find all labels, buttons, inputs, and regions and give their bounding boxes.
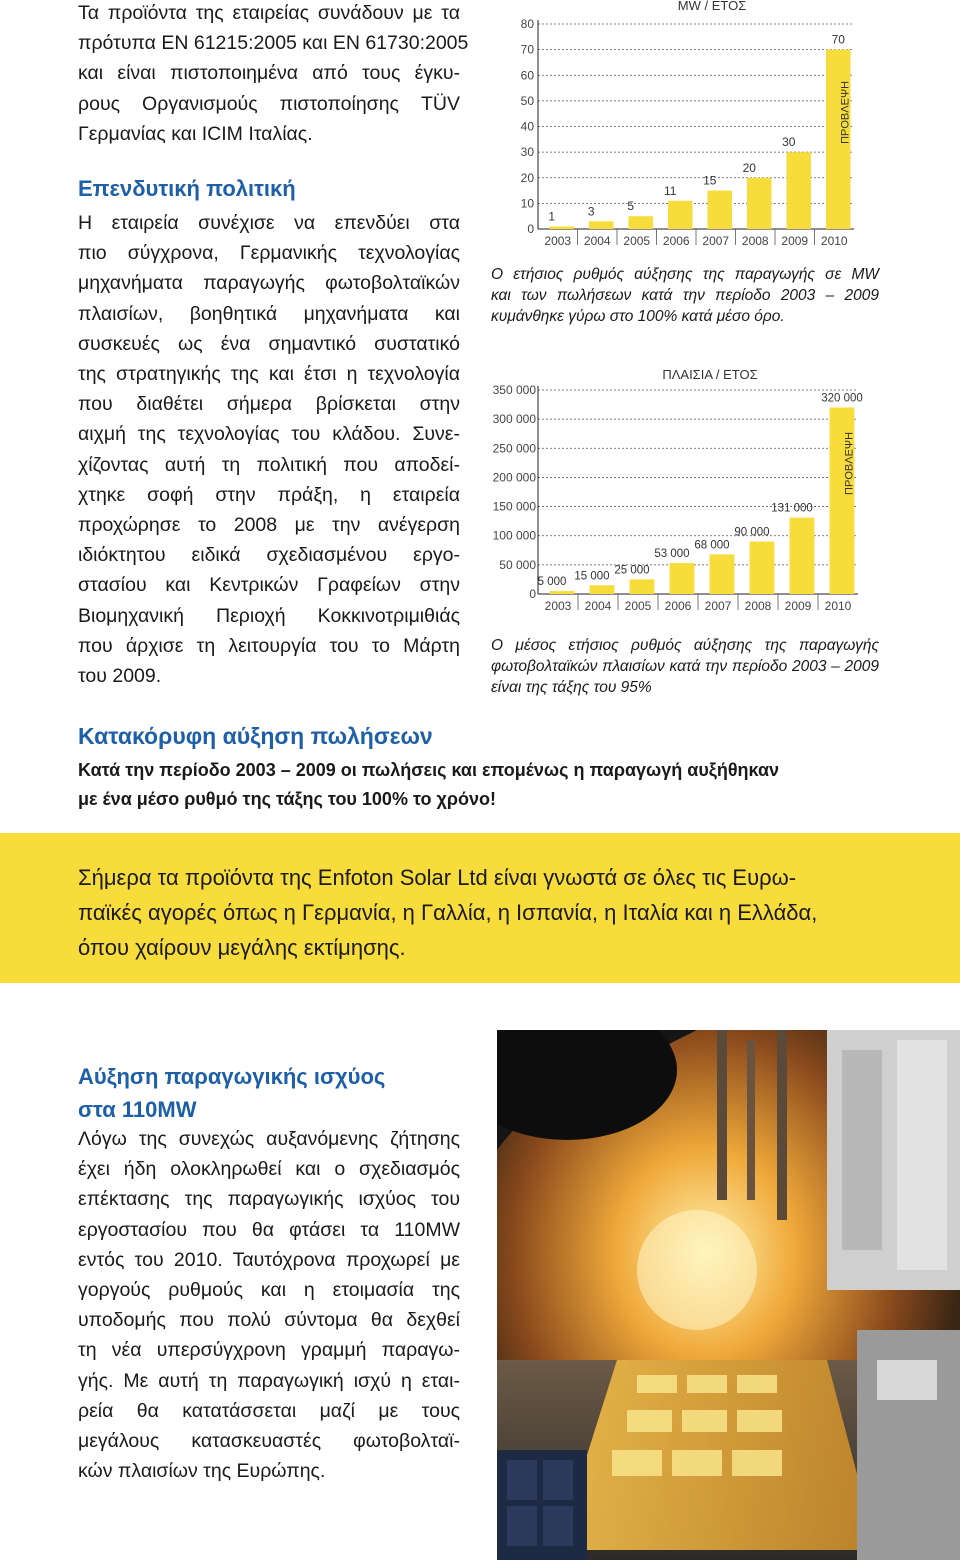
capacity-line: εργοστασίου που θα φτάσει τα 110MW	[78, 1218, 460, 1241]
banner-line: όπου χαίρουν μεγάλης εκτίμησης.	[78, 935, 406, 960]
banner-line: παϊκές αγορές όπως η Γερμανία, η Γαλλία, η Ισπανία, η Ιταλία και η Ελλάδα,	[78, 900, 818, 925]
intro-paragraph	[78, 0, 469, 149]
bar	[550, 226, 574, 229]
x-tick-label: 2005	[623, 234, 651, 248]
x-tick-label: 2009	[781, 234, 809, 248]
y-tick-label: 20	[520, 170, 534, 185]
y-tick-label: 30	[520, 145, 534, 160]
capacity-line: επέκτασης της παραγωγικής ισχύος του	[78, 1188, 460, 1211]
value-label: 90 000	[734, 526, 770, 539]
capacity-line: ρεία θα κατατάσσεται μαζί με τους	[78, 1399, 460, 1422]
value-label: 30	[782, 135, 796, 150]
y-tick-label: 300 000	[492, 412, 536, 427]
bar	[590, 585, 615, 594]
sales-line: Κατά την περίοδο 2003 – 2009 οι πωλήσεις και επομένως η παραγωγή αυξήθηκαν	[78, 760, 780, 780]
y-tick-label: 80	[520, 17, 534, 31]
investment-line: ιδιόκτητου ειδικά σχεδιασμένου εργο-	[78, 544, 460, 567]
bar	[670, 563, 695, 594]
value-label: 11	[664, 183, 677, 198]
x-tick-label: 2010	[824, 599, 852, 613]
sales-heading: Κατακόρυφη αύξηση πωλήσεων	[78, 723, 433, 749]
panels-caption-line: είναι της τάξης του 95%	[491, 679, 652, 696]
x-tick-label: 2007	[704, 599, 732, 613]
capacity-line: κών πλαισίων της Ευρώπης.	[78, 1460, 326, 1483]
x-tick-label: 2004	[584, 599, 612, 613]
value-label: 1	[548, 209, 556, 224]
investment-line: της στρατηγικής της και έτσι η τεχνολογία	[78, 363, 460, 386]
capacity-line: μεγάλους κατασκευαστές φωτοβολταϊ-	[78, 1430, 460, 1453]
sales-line: με ένα μέσο ρυθμό της τάξης του 100% το χρόνο!	[78, 789, 496, 809]
x-tick-label: 2004	[583, 234, 611, 248]
value-label: 15 000	[574, 570, 610, 583]
y-tick-label: 0	[527, 222, 534, 236]
bar	[750, 542, 775, 594]
y-tick-label: 50	[520, 93, 534, 108]
chart-title: MW / ΕΤΟΣ	[677, 0, 747, 13]
bar	[708, 191, 732, 229]
x-tick-label: 2010	[820, 234, 848, 248]
x-tick-label: 2008	[744, 599, 772, 613]
x-tick-label: 2007	[702, 234, 730, 248]
investment-line: στασίου και Κεντρικών Γραφείων στην	[78, 574, 460, 597]
x-tick-label: 2009	[784, 599, 812, 613]
x-tick-label: 2003	[544, 234, 572, 248]
bar	[787, 152, 811, 229]
markets-banner-text	[78, 860, 817, 965]
mw-chart-caption	[491, 264, 879, 327]
y-tick-label: 200 000	[492, 470, 536, 485]
investment-heading: Επενδυτική πολιτική	[78, 176, 296, 201]
investment-line: πλαισίων, βοηθητικά μηχανήματα και	[78, 302, 460, 325]
x-tick-label: 2005	[624, 599, 652, 613]
y-tick-label: 0	[529, 587, 536, 601]
value-label: 5	[627, 199, 635, 214]
capacity-line: έχει ήδη ολοκληρωθεί και ο σχεδιασμός	[78, 1158, 460, 1181]
investment-line: προχώρησε το 2008 με την ανέγερση	[78, 514, 460, 537]
capacity-line: Λόγω της συνεχώς αυξανόμενης ζήτησης	[78, 1128, 460, 1150]
investment-line: του 2009.	[78, 665, 162, 688]
value-label: 53 000	[654, 548, 690, 561]
factory-production-line-photo	[497, 1030, 960, 1560]
y-tick-label: 70	[520, 42, 534, 57]
capacity-line: γής. Με αυτή τη παραγωγική ισχύ η εται-	[78, 1369, 460, 1392]
value-label: 320 000	[821, 392, 863, 405]
mw-per-year-chart	[488, 0, 860, 252]
value-label: 131 000	[771, 502, 813, 515]
y-tick-label: 10	[520, 196, 534, 211]
value-label: 15	[703, 173, 717, 188]
investment-line: πιο σύγχρονα, Γερμανικής τεχνολογίας	[78, 242, 460, 265]
x-tick-label: 2006	[664, 599, 692, 613]
value-label: 20	[742, 160, 756, 175]
x-tick-label: 2006	[662, 234, 690, 248]
bar	[747, 178, 771, 229]
bar	[790, 518, 815, 594]
banner-line: Σήμερα τα προϊόντα της Enfoton Solar Ltd είναι γνωστά σε όλες τις Ευρω-	[78, 865, 797, 890]
intro-line: Τα προϊόντα της εταιρείας συνάδουν με τα	[78, 2, 460, 24]
forecast-label: ΠΡΟΒΛΕΨΗ	[843, 431, 856, 495]
x-tick-label: 2003	[544, 599, 572, 613]
value-label: 25 000	[614, 564, 650, 577]
capacity-paragraph	[78, 1124, 460, 1486]
panels-caption-line: Ο μέσος ετήσιος ρυθμός αύξησης της παραγωγής	[491, 637, 879, 654]
capacity-heading-line: στα 110MW	[78, 1097, 197, 1122]
y-tick-label: 350 000	[492, 383, 536, 397]
intro-line: Γερμανίας και ICIM Ιταλίας.	[78, 122, 313, 145]
bar	[630, 579, 655, 594]
capacity-line: εντός του 2010. Ταυτόχρονα προχωρεί με	[78, 1248, 460, 1271]
capacity-heading-line: Αύξηση παραγωγικής ισχύος	[78, 1064, 386, 1089]
investment-line: συσκευές ως ένα σημαντικό συστατικό	[78, 332, 460, 355]
panels-caption-line: φωτοβολταϊκών πλαισίων κατά την περίοδο 2003 – 2009	[491, 658, 879, 675]
value-label: 70	[831, 32, 845, 47]
intro-line: ρους Οργανισμούς πιστοποίησης TÜV	[78, 92, 460, 115]
value-label: 3	[587, 204, 595, 219]
value-label: 5 000	[537, 576, 567, 589]
panels-per-year-chart	[488, 362, 868, 622]
bar	[589, 221, 613, 229]
investment-line: Η εταιρεία συνέχισε να επενδύει στα	[78, 212, 460, 234]
investment-line: αιχμή της τεχνολογίας του κλάδου. Συνε-	[78, 423, 460, 446]
capacity-line: γοργούς ρυθμούς και η ετοιμασία της	[78, 1279, 460, 1302]
mw-caption-line: Ο ετήσιος ρυθμός αύξησης της παραγωγής σε MW	[491, 266, 879, 283]
y-tick-label: 150 000	[492, 499, 536, 514]
panels-chart-caption	[491, 635, 879, 698]
intro-line: και είναι πιστοποιημένα από τους έγκυ-	[78, 62, 460, 85]
bar	[550, 591, 575, 594]
bar	[668, 201, 692, 229]
sales-statement	[78, 756, 779, 814]
mw-caption-line: κυμάνθηκε γύρω στο 100% κατά μέσο όρο.	[491, 308, 785, 325]
x-tick-label: 2008	[741, 234, 769, 248]
intro-line: πρότυπα ΕΝ 61215:2005 και ΕΝ 61730:2005	[78, 32, 469, 55]
investment-line: που άρχισε τη λειτουργία του το Μάρτη	[78, 634, 460, 657]
bar	[710, 554, 735, 594]
investment-paragraph	[78, 208, 460, 691]
y-tick-label: 60	[520, 68, 534, 83]
y-tick-label: 50 000	[499, 557, 536, 572]
y-tick-label: 100 000	[492, 528, 536, 543]
capacity-line: τη νέα υπερσύγχρονη γραμμή παραγω-	[78, 1339, 460, 1362]
mw-caption-line: και των πωλήσεων κατά την περίοδο 2003 – 2009	[491, 287, 879, 304]
capacity-heading	[78, 1060, 385, 1126]
investment-line: μηχανήματα παραγωγής φωτοβολταϊκών	[78, 272, 460, 295]
investment-line: χτηκε σοφή στην πράξη, η εταιρεία	[78, 483, 460, 506]
capacity-line: υποδομής που πολύ σύντομα θα δεχθεί	[78, 1309, 460, 1332]
chart-title: ΠΛΑΙΣΙΑ / ΕΤΟΣ	[662, 367, 758, 382]
investment-line: που διαθέτει σήμερα βρίσκεται στην	[78, 393, 460, 416]
y-tick-label: 40	[520, 119, 534, 134]
investment-line: χίζοντας αυτή τη πολιτική που αποδεί-	[78, 453, 460, 476]
forecast-label: ΠΡΟΒΛΕΨΗ	[839, 80, 852, 144]
value-label: 68 000	[694, 539, 730, 552]
y-tick-label: 250 000	[492, 441, 536, 456]
investment-line: Βιομηχανική Περιοχή Κοκκινοτριμιθιάς	[78, 604, 460, 627]
bar	[629, 216, 653, 229]
